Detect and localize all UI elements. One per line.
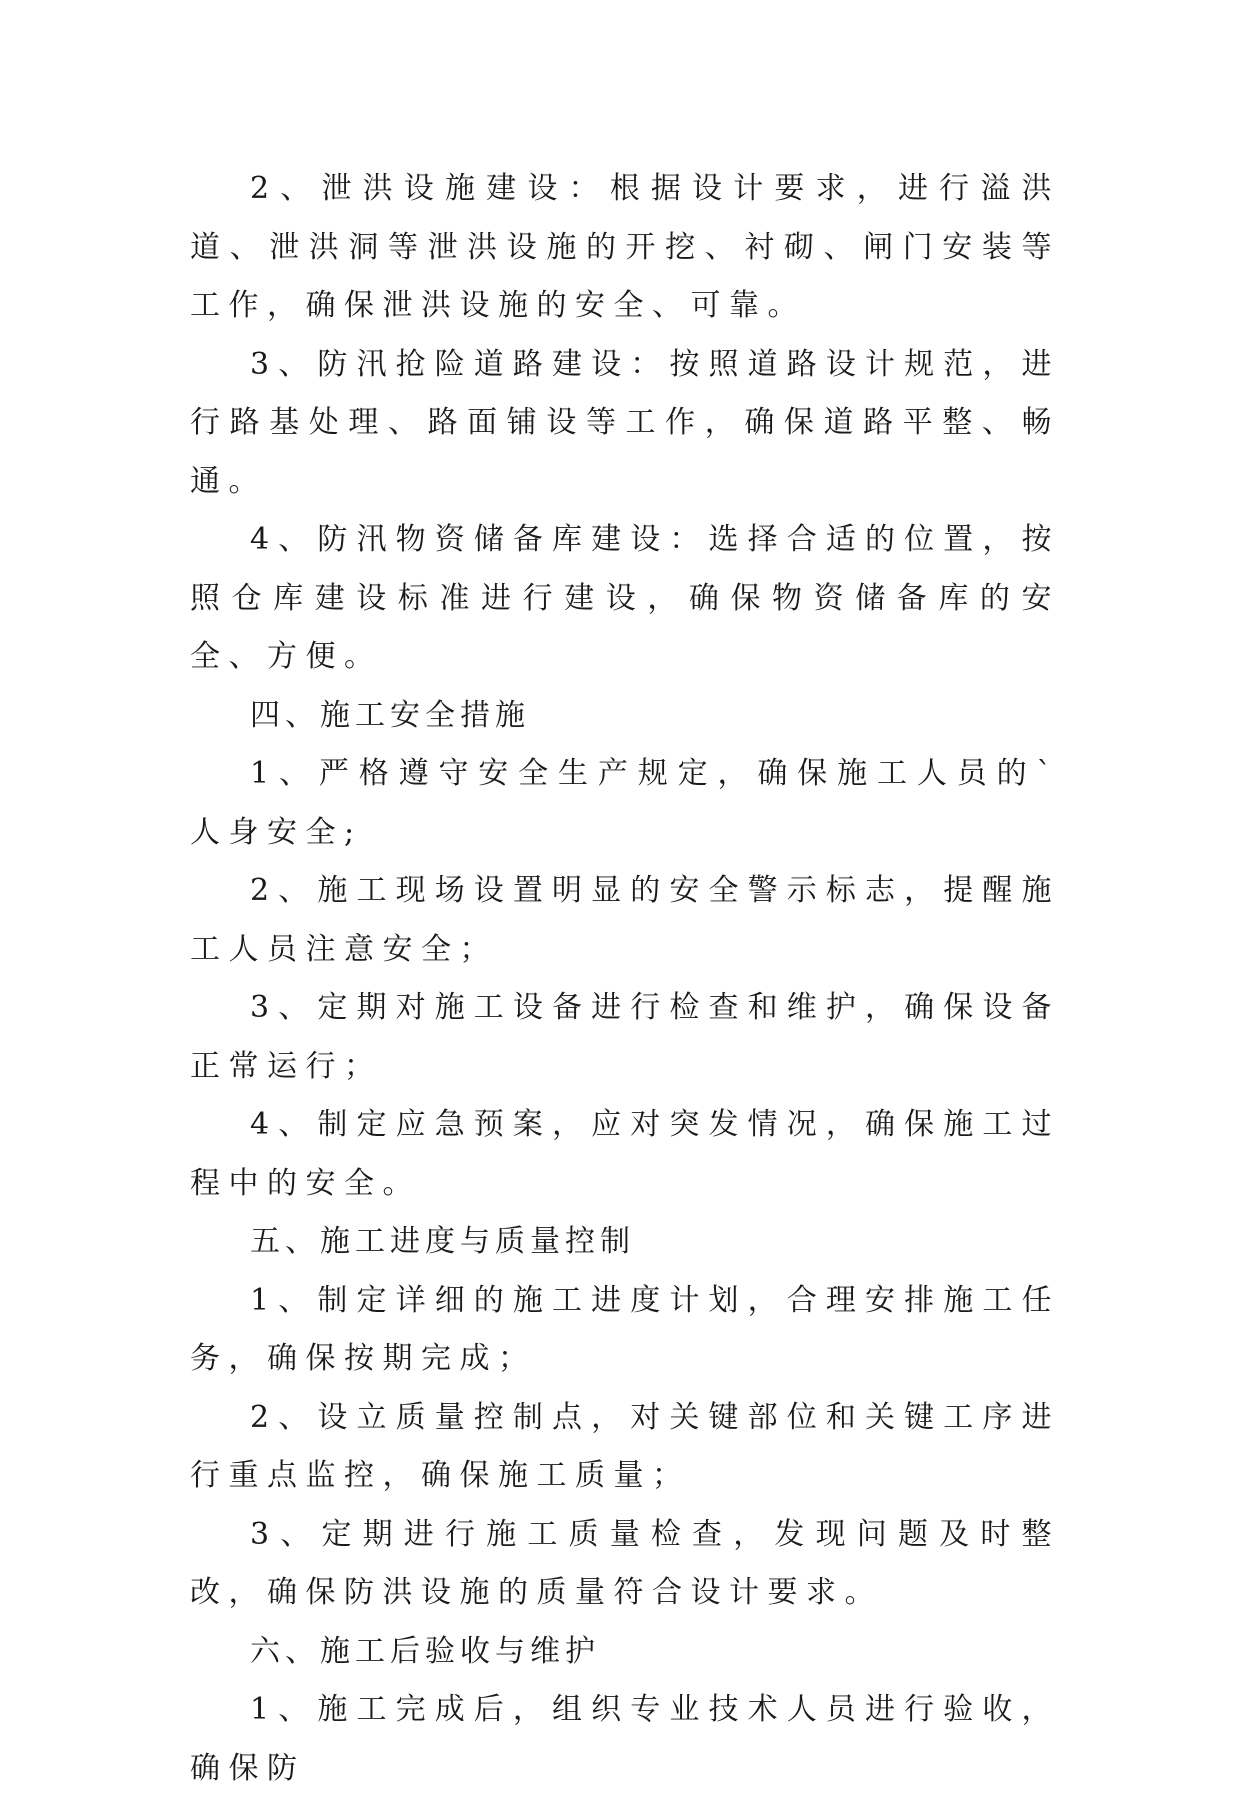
paragraph-item: 1、严格遵守安全生产规定，确保施工人员的`人身安全; (190, 756, 1060, 850)
paragraph-item: 4、制定应急预案，应对突发情况，确保施工过程中的安全。 (190, 1107, 1060, 1201)
paragraph-item: 4、防汛物资储备库建设：选择合适的位置，按照仓库建设标准进行建设，确保物资储备库的安全、方便。 (190, 522, 1060, 674)
paragraph-item: 2、施工现场设置明显的安全警示标志，提醒施工人员注意安全； (190, 873, 1060, 967)
paragraph-item: 1、制定详细的施工进度计划，合理安排施工任务，确保按期完成； (190, 1282, 1060, 1376)
paragraph-item: 2、泄洪设施建设：根据设计要求，进行溢洪道、泄洪洞等泄洪设施的开挖、衬砌、闸门安装等工作，确保泄洪设施的安全、可靠。 (190, 171, 1060, 323)
paragraph-item: 3、防汛抢险道路建设：按照道路设计规范，进行路基处理、路面铺设等工作，确保道路平整、畅通。 (190, 346, 1060, 499)
section-heading: 五、施工进度与质量控制 (250, 1224, 635, 1259)
paragraph-item: 1、施工完成后，组织专业技术人员进行验收，确保防 (190, 1692, 1060, 1786)
paragraph-item: 2、设立质量控制点，对关键部位和关键工序进行重点监控，确保施工质量； (190, 1399, 1060, 1493)
section-heading: 六、施工后验收与维护 (250, 1633, 600, 1669)
document-body (190, 160, 1060, 1798)
paragraph-item: 3、定期进行施工质量检查，发现问题及时整改，确保防洪设施的质量符合设计要求。 (190, 1516, 1060, 1610)
section-heading: 四、施工安全措施 (250, 697, 530, 733)
paragraph-item: 3、定期对施工设备进行检查和维护，确保设备正常运行； (190, 990, 1060, 1084)
